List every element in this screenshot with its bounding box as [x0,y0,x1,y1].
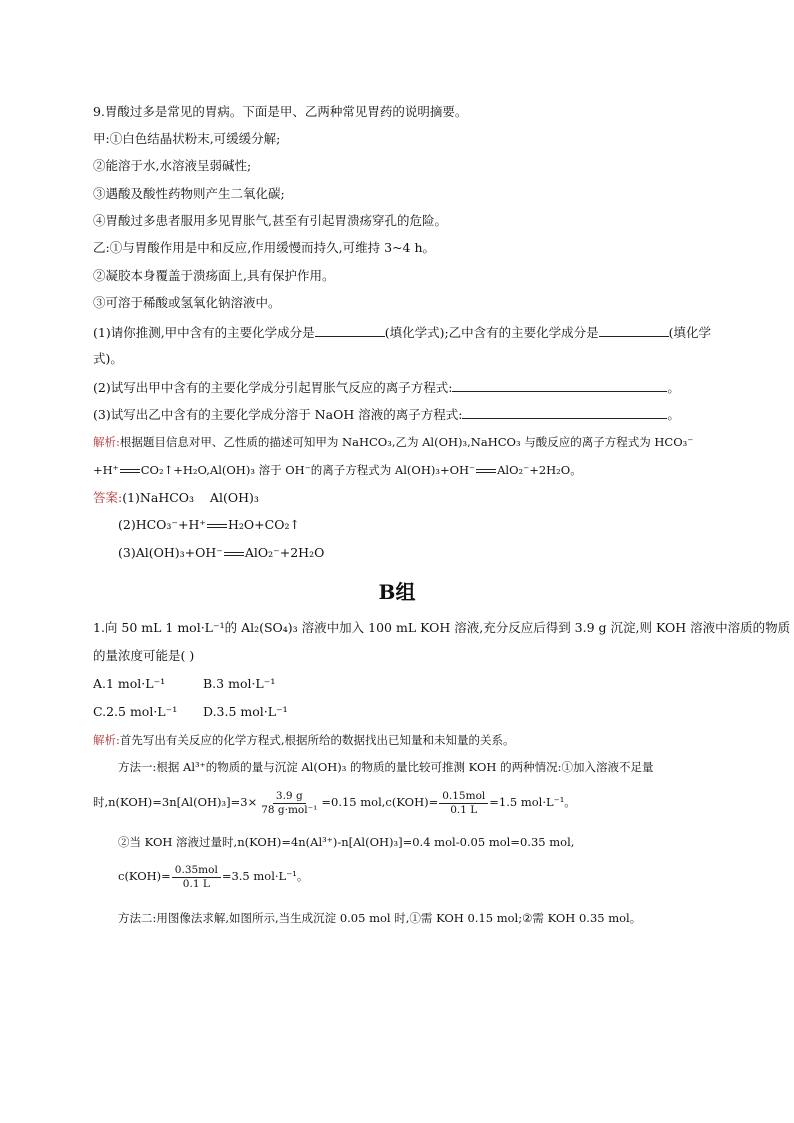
b1-method1-line3: ②当 KOH 溶液过量时,n(KOH)=4n(Al³⁺)-n[Al(OH)₃]=0.4 mol-0.05 mol=0.35 mol, [118,835,575,849]
q9-part3: (3)试写出乙中含有的主要化学成分溶于 NaOH 溶液的离子方程式: 。 [93,407,680,422]
q9-answer-line1: 答案:(1)NaHCO₃ Al(OH)₃ [93,490,259,505]
b1-stem-line2: 的量浓度可能是( ) [93,648,195,663]
option-b[interactable]: B.3 mol·L⁻¹ [203,676,276,691]
q9-answer-line2: (2)HCO₃⁻+H⁺ H₂O+CO₂↑ [118,517,300,532]
q9-analysis-line1: 解析:根据题目信息对甲、乙性质的描述可知甲为 NaHCO₃,乙为 Al(OH)₃,NaHCO₃ 与酸反应的离子方程式为 HCO₃⁻ [93,435,694,449]
equals-sign-icon [120,469,140,473]
b1-method2: 方法二:用图像法求解,如图所示,当生成沉淀 0.05 mol 时,①需 KOH 0.15 mol;②需 KOH 0.35 mol。 [118,911,642,925]
fraction: $\frac{\text{0.35mol}}{0.1 L}$ [172,864,221,891]
option-a[interactable]: A.1 mol·L⁻¹ [93,676,166,691]
b1-method1-line4: c(KOH)= $\frac{\text{0.35mol}}{0.1 L}$ =3.5 mol·L⁻¹。 [118,863,309,890]
q9-jia-2: ②能溶于水,水溶液呈弱碱性; [93,158,252,173]
fraction: $\frac{3.9 g}{\text{78 g·mol⁻¹}}$ [261,789,318,816]
q9-jia-3: ③遇酸及酸性药物则产生二氧化碳; [93,186,285,201]
q9-jia-4: ④胃酸过多患者服用多见胃胀气,甚至有引起胃溃疡穿孔的危险。 [93,213,447,228]
q9-part1-cont: 式)。 [93,351,123,366]
answer-blank-2[interactable] [599,324,669,337]
fraction: $\frac{\text{0.15mol}}{0.1 L}$ [439,790,488,817]
q9-part2: (2)试写出甲中含有的主要化学成分引起胃胀气反应的离子方程式: 。 [93,380,680,395]
q9-analysis-line2: +H⁺ CO₂↑+H₂O,Al(OH)₃ 溶于 OH⁻的离子方程式为 Al(OH)₃+OH⁻ AlO₂⁻+2H₂O。 [93,463,582,477]
answer-blank-1[interactable] [315,324,385,337]
equals-sign-icon [224,552,244,556]
q9-yi-3: ③可溶于稀酸或氢氧化钠溶液中。 [93,295,281,310]
q9-answer-line3: (3)Al(OH)₃+OH⁻ AlO₂⁻+2H₂O [118,545,325,560]
analysis-label: 解析: [93,435,120,449]
q9-jia-1: 甲:①白色结晶状粉末,可缓缓分解; [93,131,281,146]
option-c[interactable]: C.2.5 mol·L⁻¹ [93,704,178,719]
equals-sign-icon [207,524,227,528]
answer-label: 答案: [93,490,123,505]
q9-stem: 9.胃酸过多是常见的胃病。下面是甲、乙两种常见胃药的说明摘要。 [93,104,468,119]
q9-part1: (1)请你推测,甲中含有的主要化学成分是 (填化学式);乙中含有的主要化学成分是 (填化学 [93,325,712,340]
b1-analysis: 解析:首先写出有关反应的化学方程式,根据所给的数据找出已知量和未知量的关系。 [93,733,515,747]
b1-method1-line1: 方法一:根据 Al³⁺的物质的量与沉淀 Al(OH)₃ 的物质的量比较可推测 KOH 的两种情况:①加入溶液不足量 [118,760,654,774]
equals-sign-icon [476,469,496,473]
analysis-label: 解析: [93,733,120,747]
section-title: B组 [378,580,416,604]
b1-method1-line2: 时,n(KOH)=3n[Al(OH)₃]=3× $\frac{3.9 g}{\text{78 g·mol⁻¹}}$ =0.15 mol,c(KOH)= $\frac{\text{0.15mol}}{0.1 L}$ =1.5 mol·L⁻¹。 [93,789,576,816]
q9-yi-1: 乙:①与胃酸作用是中和反应,作用缓慢而持久,可维持 3~4 h。 [93,240,436,255]
answer-blank-4[interactable] [462,406,667,419]
b1-stem-line1: 1.向 50 mL 1 mol·L⁻¹的 Al₂(SO₄)₃ 溶液中加入 100 mL KOH 溶液,充分反应后得到 3.9 g 沉淀,则 KOH 溶液中溶质的物质 [93,620,791,635]
answer-blank-3[interactable] [452,379,667,392]
q9-yi-2: ②凝胶本身覆盖于溃疡面上,具有保护作用。 [93,268,335,283]
option-d[interactable]: D.3.5 mol·L⁻¹ [203,704,288,719]
